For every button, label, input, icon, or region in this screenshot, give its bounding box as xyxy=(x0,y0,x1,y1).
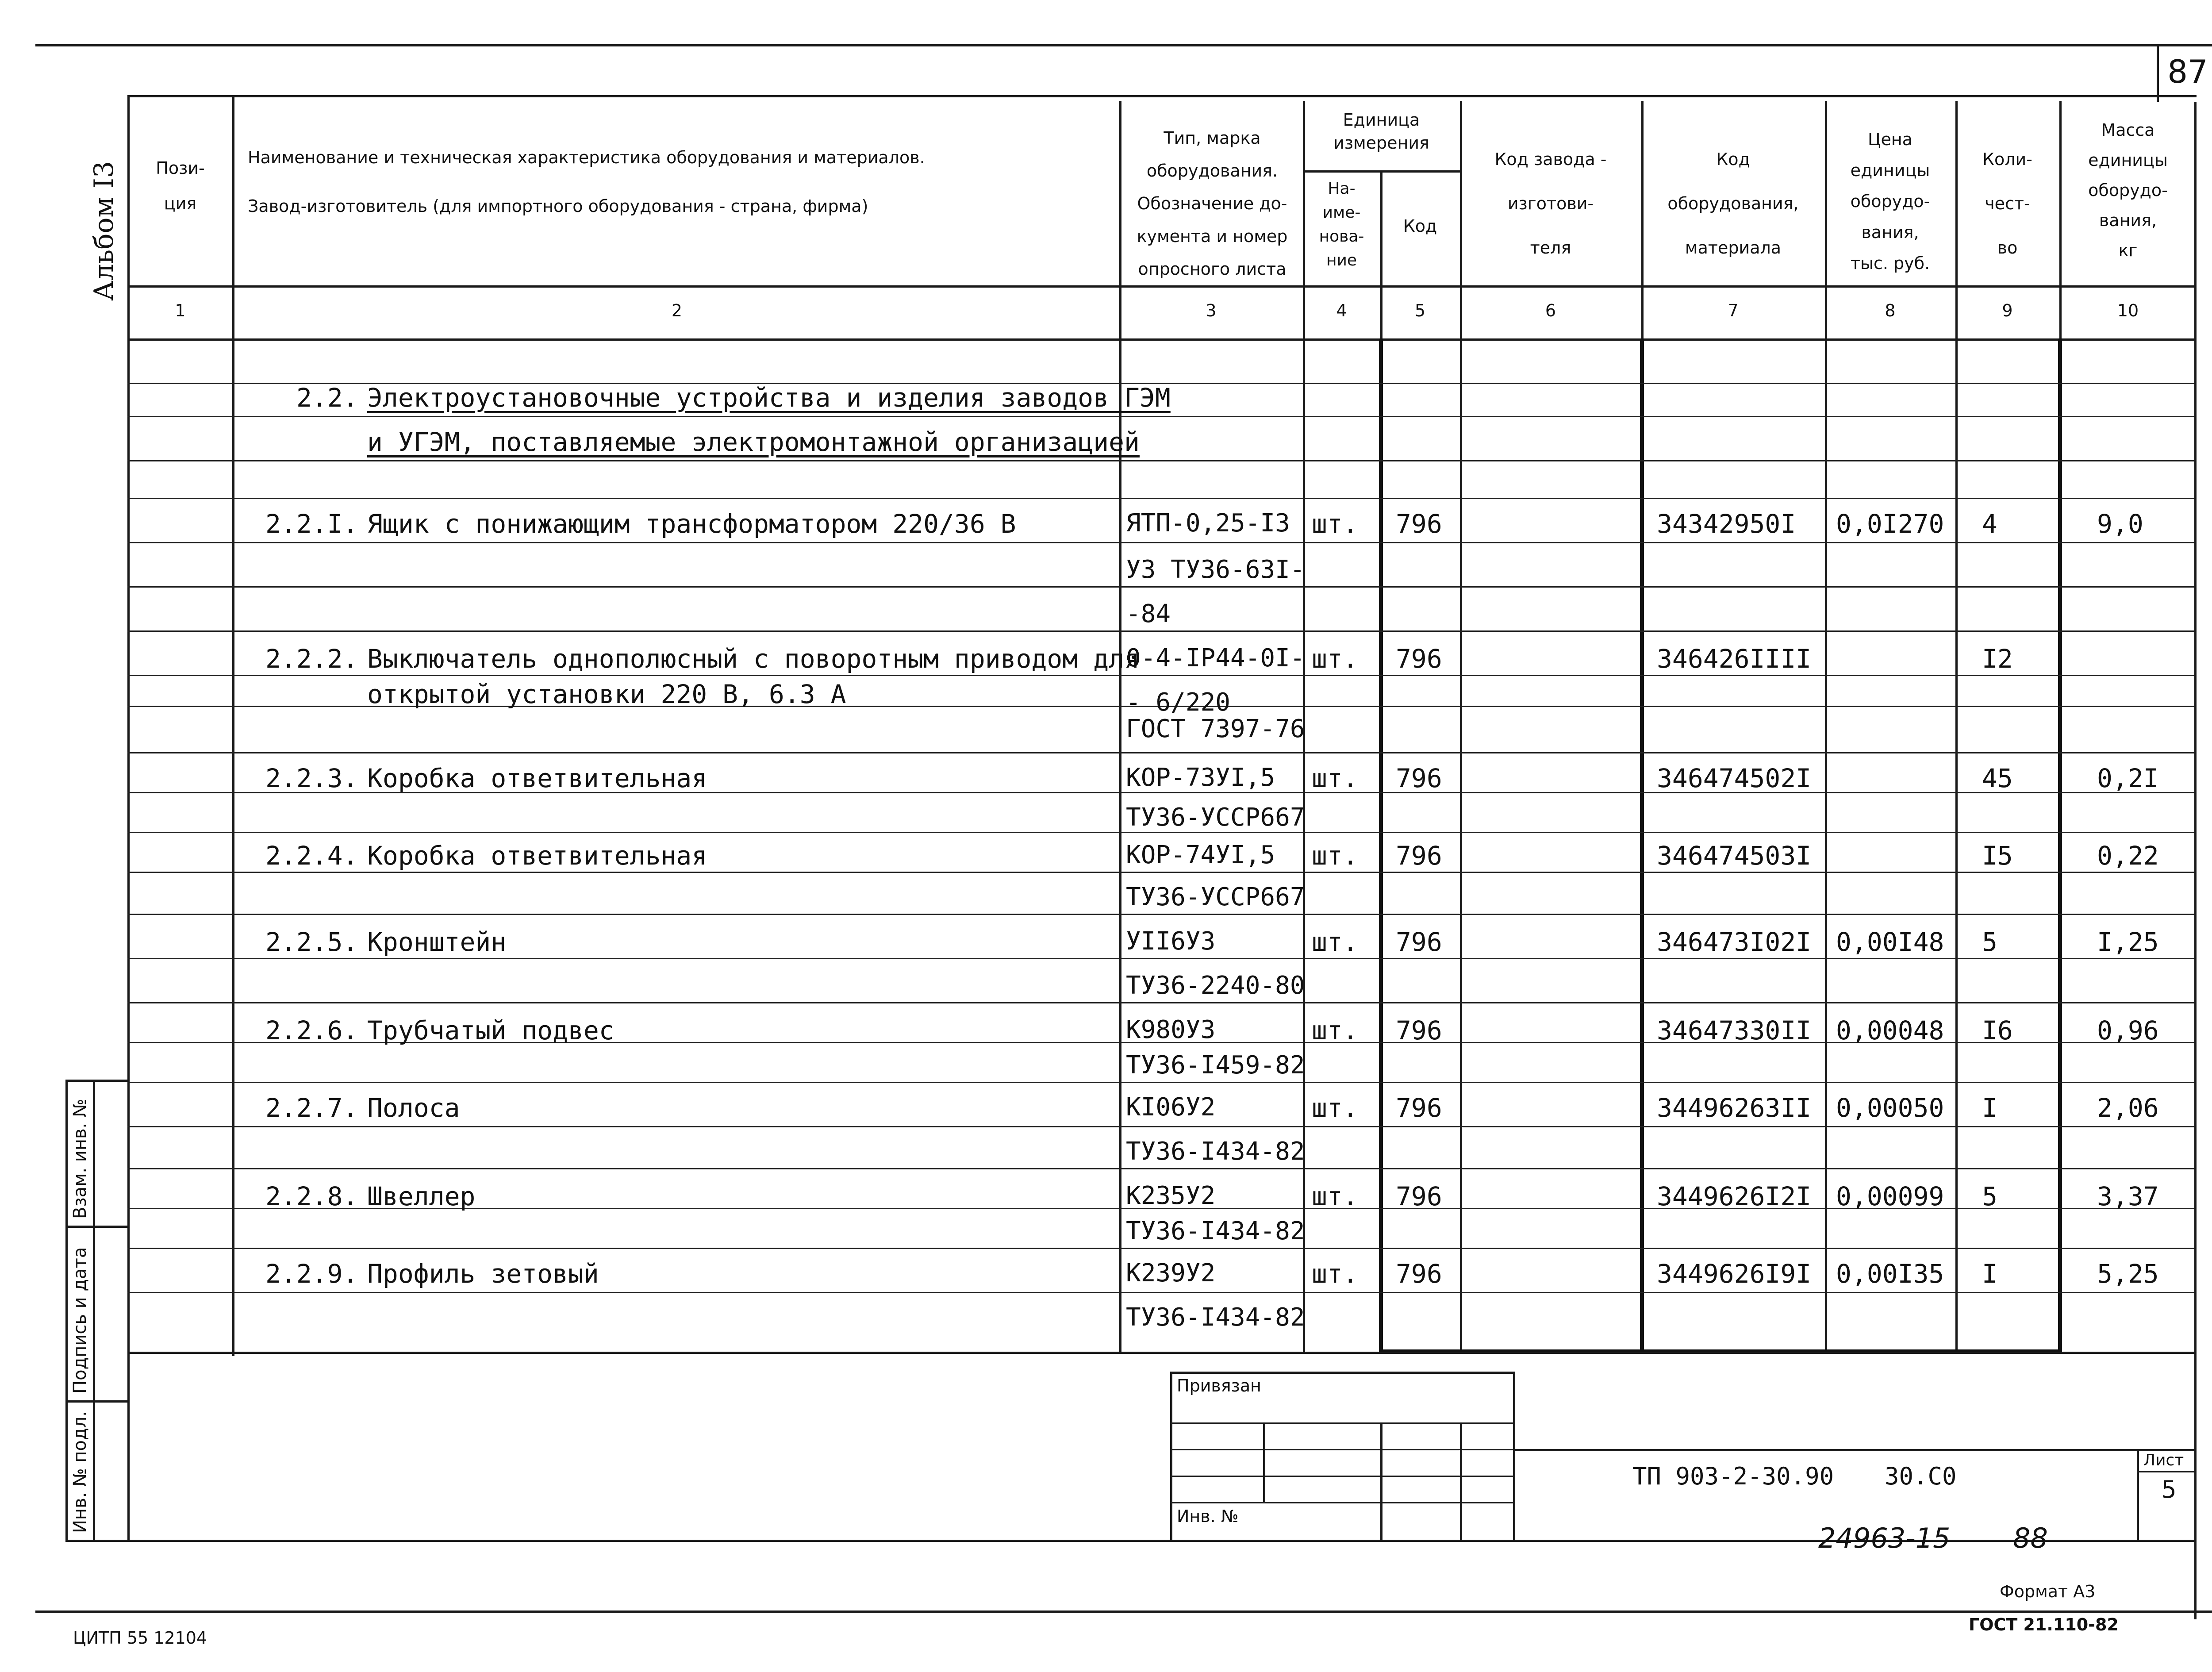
item-type: 0-4-IP44-0I- xyxy=(1126,644,1305,673)
item-unit-code: 796 xyxy=(1396,841,1442,871)
stamp-inv-no: Инв. № xyxy=(1177,1507,1239,1526)
item-unit: шт. xyxy=(1312,927,1358,957)
header-name-line2: Завод-изготовитель (для импортного оборудования - страна, фирма) xyxy=(248,196,868,216)
item-mass: 2,06 xyxy=(2097,1093,2159,1123)
header-quantity: Коли- чест- во xyxy=(1982,150,2032,258)
colnum-1: 1 xyxy=(175,301,186,320)
item-unit: шт. xyxy=(1312,1181,1358,1211)
item-unit-code: 796 xyxy=(1396,927,1442,957)
item-unit-code: 796 xyxy=(1396,1015,1442,1045)
item-position: 2.2.6. xyxy=(265,1015,358,1045)
colnum-4: 4 xyxy=(1336,301,1347,320)
item-position: 2.2.8. xyxy=(265,1181,358,1211)
item-unit-code: 796 xyxy=(1396,1093,1442,1123)
item-equipment-code: 346426IIII xyxy=(1657,644,1812,674)
item-position: 2.2.7. xyxy=(265,1093,358,1123)
header-price: Цена единицы оборудо- вания, тыс. руб. xyxy=(1850,130,1930,273)
section-number: 2.2. xyxy=(296,383,358,413)
item-price: 0,00048 xyxy=(1836,1015,1944,1045)
item-type: КОР-73УI,5 xyxy=(1126,763,1275,792)
doc-code: ТП 903-2-30.90 xyxy=(1632,1462,1834,1490)
item-equipment-code: 34342950I xyxy=(1657,509,1796,539)
item-unit-code: 796 xyxy=(1396,763,1442,793)
item-unit: шт. xyxy=(1312,644,1358,674)
item-name: Кронштейн xyxy=(367,927,507,957)
item-type: - 6/220 xyxy=(1126,688,1231,717)
item-equipment-code: 346473I02I xyxy=(1657,927,1812,957)
header-position: Пози- ция xyxy=(156,158,205,213)
handwritten-number: 24963-15 xyxy=(1818,1522,1951,1554)
item-mass: 0,96 xyxy=(2097,1015,2159,1045)
item-type: ГОСТ 7397-76 xyxy=(1126,715,1305,743)
colnum-10: 10 xyxy=(2117,301,2139,320)
doc-suffix: 30.С0 xyxy=(1885,1462,1957,1490)
item-price: 0,00050 xyxy=(1836,1093,1944,1123)
item-mass: 3,37 xyxy=(2097,1181,2159,1211)
sheet-label: Лист xyxy=(2143,1451,2184,1469)
item-type: КОР-74УI,5 xyxy=(1126,841,1275,869)
item-quantity: I xyxy=(1982,1259,1997,1289)
item-type: ТУ36-УССР667 xyxy=(1126,883,1305,911)
item-type: ТУ36-I434-82 xyxy=(1126,1217,1305,1245)
item-name: Ящик с понижающим трансформатором 220/36 В xyxy=(367,509,1016,539)
item-type: К239У2 xyxy=(1126,1259,1216,1288)
gost-label: ГОСТ 21.110-82 xyxy=(1969,1615,2119,1634)
item-type: ТУ36-I434-82 xyxy=(1126,1137,1305,1166)
item-price: 0,00I35 xyxy=(1836,1259,1944,1289)
section-title-line2: и УГЭМ, поставляемые электромонтажной организацией xyxy=(367,427,1140,457)
album-label: Альбом I3 xyxy=(88,161,119,301)
item-mass: 0,2I xyxy=(2097,763,2159,793)
item-quantity: I6 xyxy=(1982,1015,2013,1045)
colnum-7: 7 xyxy=(1728,301,1739,320)
item-type: ТУ36-УССР667 xyxy=(1126,803,1305,832)
item-type: ТУ36-2240-80 xyxy=(1126,971,1305,1000)
item-unit: шт. xyxy=(1312,1093,1358,1123)
item-unit: шт. xyxy=(1312,509,1358,539)
header-plant-code: Код завода - изготови- теля xyxy=(1494,150,1607,258)
item-unit: шт. xyxy=(1312,1259,1358,1289)
side-label-inv-original: Инв. № подл. xyxy=(70,1411,90,1533)
item-unit: шт. xyxy=(1312,1015,1358,1045)
item-quantity: 45 xyxy=(1982,763,2013,793)
item-quantity: I xyxy=(1982,1093,1997,1123)
item-mass: 0,22 xyxy=(2097,841,2159,871)
item-unit: шт. xyxy=(1312,841,1358,871)
stamp-privyazan: Привязан xyxy=(1177,1376,1261,1395)
colnum-3: 3 xyxy=(1206,301,1217,320)
colnum-6: 6 xyxy=(1545,301,1556,320)
sheet-number-top: 87 xyxy=(2167,53,2208,90)
item-quantity: 5 xyxy=(1982,1181,1997,1211)
item-mass: 5,25 xyxy=(2097,1259,2159,1289)
item-quantity: I5 xyxy=(1982,841,2013,871)
printer-label: ЦИТП 55 12104 xyxy=(73,1628,207,1648)
item-position: 2.2.9. xyxy=(265,1259,358,1289)
item-quantity: 5 xyxy=(1982,927,1997,957)
header-type: Тип, марка оборудования. Обозначение до- кумента и номер опросного листа xyxy=(1137,128,1288,279)
item-name: открытой установки 220 В, 6.3 А xyxy=(367,679,846,709)
item-name: Трубчатый подвес xyxy=(367,1015,614,1045)
item-equipment-code: 3449626I2I xyxy=(1657,1181,1812,1211)
item-unit-code: 796 xyxy=(1396,1259,1442,1289)
item-unit-code: 796 xyxy=(1396,644,1442,674)
item-type: КI06У2 xyxy=(1126,1093,1216,1122)
item-type: К235У2 xyxy=(1126,1181,1216,1210)
section-title-line1: Электроустановочные устройства и изделия заводов ГЭМ xyxy=(367,383,1171,413)
colnum-9: 9 xyxy=(2002,301,2013,320)
item-type: К980У3 xyxy=(1126,1015,1216,1044)
item-type: У3 ТУ36-63I- xyxy=(1126,555,1305,584)
item-position: 2.2.2. xyxy=(265,644,358,674)
item-equipment-code: 346474503I xyxy=(1657,841,1812,871)
header-unit-name: На- име- нова- ние xyxy=(1319,180,1364,269)
header-name-line1: Наименование и техническая характеристика оборудования и материалов. xyxy=(248,148,925,167)
item-unit-code: 796 xyxy=(1396,1181,1442,1211)
item-position: 2.2.4. xyxy=(265,841,358,871)
colnum-2: 2 xyxy=(671,301,683,320)
format-label: Формат А3 xyxy=(2000,1582,2096,1601)
item-type: ТУ36-I459-82 xyxy=(1126,1051,1305,1080)
item-quantity: 4 xyxy=(1982,509,1997,539)
item-unit-code: 796 xyxy=(1396,509,1442,539)
item-mass: I,25 xyxy=(2097,927,2159,957)
colnum-8: 8 xyxy=(1885,301,1896,320)
item-name: Коробка ответвительная xyxy=(367,841,707,871)
item-price: 0,00I48 xyxy=(1836,927,1944,957)
item-type: УII6У3 xyxy=(1126,927,1216,956)
item-type: ТУ36-I434-82 xyxy=(1126,1303,1305,1332)
item-equipment-code: 34496263II xyxy=(1657,1093,1812,1123)
side-label-replace-inv: Взам. инв. № xyxy=(70,1099,90,1219)
sheet-value: 5 xyxy=(2161,1476,2177,1503)
item-equipment-code: 346474502I xyxy=(1657,763,1812,793)
header-unit-group: Единица измерения xyxy=(1333,110,1429,153)
item-name: Профиль зетовый xyxy=(367,1259,599,1289)
header-mass: Масса единицы оборудо- вания, кг xyxy=(2088,120,2168,260)
handwritten-page: 88 xyxy=(2013,1522,2048,1554)
header-equipment-code: Код оборудования, материала xyxy=(1667,150,1799,258)
colnum-5: 5 xyxy=(1414,301,1426,320)
item-unit: шт. xyxy=(1312,763,1358,793)
header-unit-code: Код xyxy=(1403,216,1437,236)
side-label-signature-date: Подпись и дата xyxy=(70,1247,90,1394)
item-type: ЯТП-0,25-I3 xyxy=(1126,509,1290,538)
item-type: -84 xyxy=(1126,600,1171,628)
item-equipment-code: 3449626I9I xyxy=(1657,1259,1812,1289)
item-equipment-code: 34647330II xyxy=(1657,1015,1812,1045)
item-price: 0,00099 xyxy=(1836,1181,1944,1211)
item-position: 2.2.3. xyxy=(265,763,358,793)
item-name: Швеллер xyxy=(367,1181,476,1211)
item-position: 2.2.I. xyxy=(265,509,358,539)
item-mass: 9,0 xyxy=(2097,509,2143,539)
item-name: Коробка ответвительная xyxy=(367,763,707,793)
item-name: Выключатель однополюсный с поворотным приводом для xyxy=(367,644,1140,674)
item-price: 0,0I270 xyxy=(1836,509,1944,539)
item-name: Полоса xyxy=(367,1093,460,1123)
item-quantity: I2 xyxy=(1982,644,2013,674)
item-position: 2.2.5. xyxy=(265,927,358,957)
